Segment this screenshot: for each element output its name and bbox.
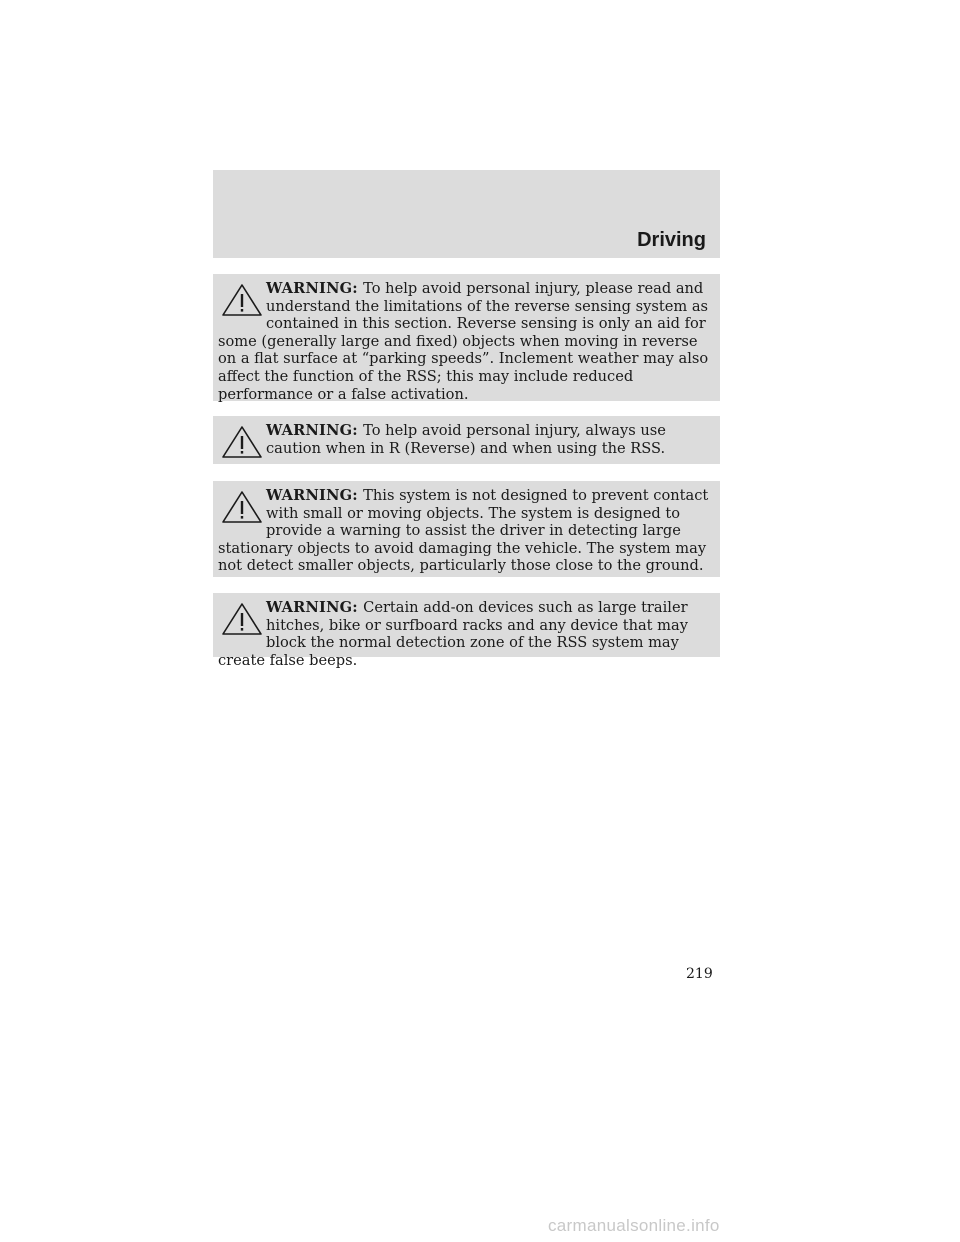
warning-box-4	[213, 593, 720, 669]
warning-triangle-icon	[220, 424, 264, 460]
warning-label: WARNING:	[266, 280, 364, 297]
warning-text: This system is not designed to prevent contact with small or moving objects. The system is designed to provide a warning to assist the driver in detecting large stationary objects to avoid damaging the vehicle. The system may not detect smaller objects, particularly those close to the ground.	[218, 487, 709, 575]
warning-triangle-icon	[220, 282, 264, 318]
watermark: carmanualsonline.info	[548, 1216, 720, 1235]
section-header	[213, 170, 720, 258]
warning-label: WARNING:	[266, 487, 364, 504]
warning-label: WARNING:	[266, 599, 364, 616]
warning-text: To help avoid personal injury, please read and understand the limitations of the reverse sensing system as contained in this section. Reverse sensing is only an aid for some (generally large and fixed) objects when moving in reverse on a flat surface at “parking speeds”. Inclement weather may also affect the function of the RSS; this may include reduced performance or a false activation.	[218, 280, 709, 403]
section-title: Driving	[637, 229, 706, 251]
warning-label: WARNING:	[266, 422, 364, 439]
warning-text: To help avoid personal injury, always use caution when in R (Reverse) and when using the RSS.	[266, 422, 666, 457]
warning-triangle-icon	[220, 601, 264, 637]
warning-triangle-icon	[220, 489, 264, 525]
warning-box-1	[213, 274, 720, 401]
warning-box-2	[213, 416, 720, 464]
warning-box-3	[213, 481, 720, 577]
page-number: 219	[686, 966, 713, 982]
warning-text: Certain add-on devices such as large trailer hitches, bike or surfboard racks and any device that may block the normal detection zone of the RSS system may create false beeps.	[218, 599, 688, 669]
